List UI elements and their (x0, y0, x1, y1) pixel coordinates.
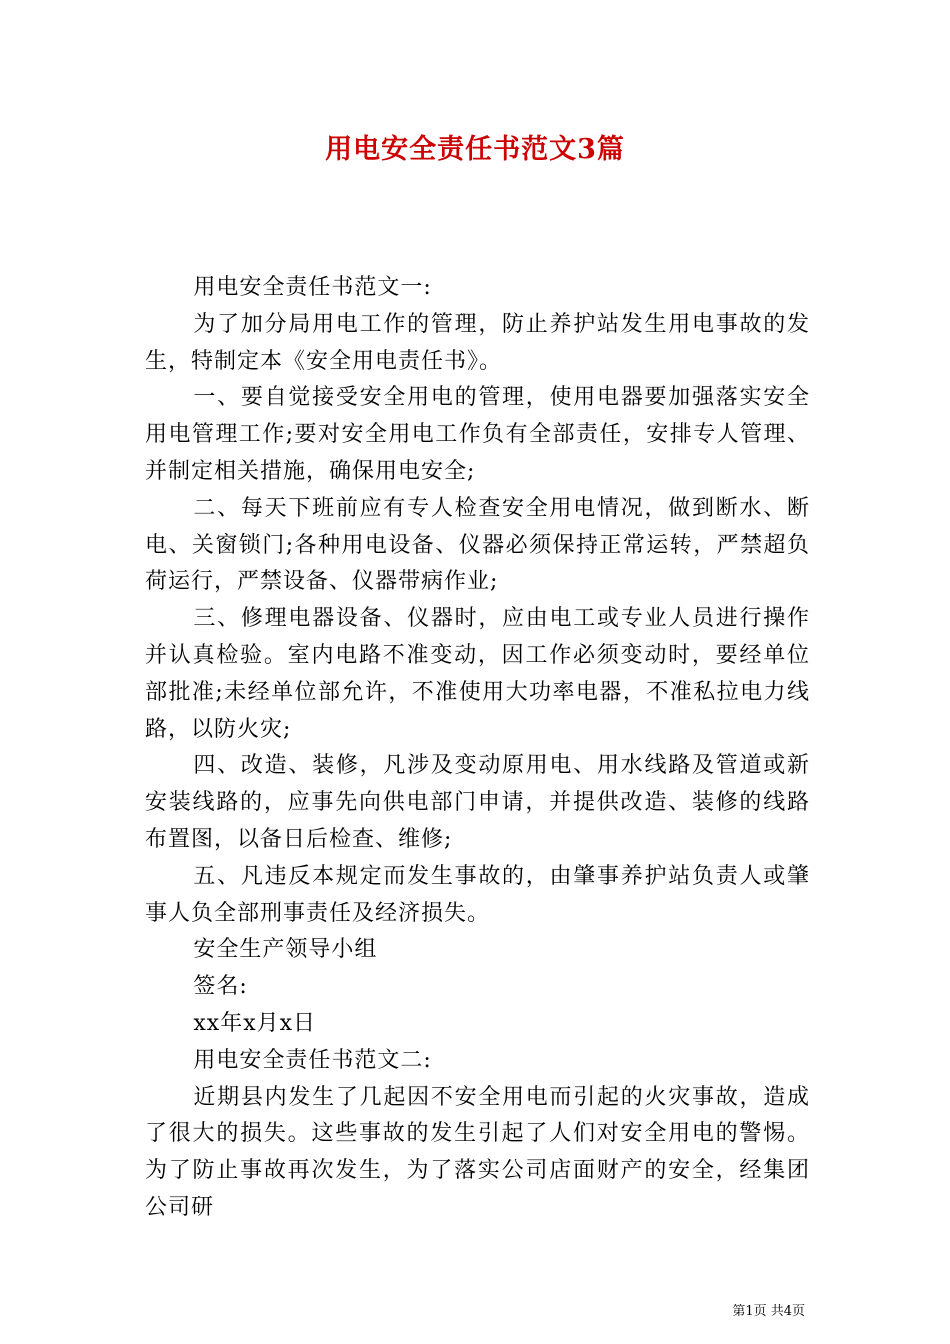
paragraph-item-2: 二、每天下班前应有专人检查安全用电情况，做到断水、断电、关窗锁门;各种用电设备、仪器必须保持正常运转，严禁超负荷运行，严禁设备、仪器带病作业; (145, 495, 810, 595)
signature-date: xx年x月x日 (193, 1010, 317, 1036)
paragraph-two-intro: 近期县内发生了几起因不安全用电而引起的火灾事故，造成了很大的损失。这些事故的发生引起了人们对安全用电的警惕。为了防止事故再次发生，为了落实公司店面财产的安全，经集团公司研 (145, 1084, 810, 1220)
paragraph-intro: 为了加分局用电工作的管理，防止养护站发生用电事故的发生，特制定本《安全用电责任书》。 (145, 311, 810, 374)
signature-label: 签名: (193, 974, 248, 1000)
page-footer: 第1页 共4页 (732, 1304, 805, 1319)
paragraph-item-3: 三、修理电器设备、仪器时，应由电工或专业人员进行操作并认真检验。室内电路不准变动，因工作必须变动时，要经单位部批准;未经单位部允许，不准使用大功率电器，不准私拉电力线路，以防火灾; (145, 606, 810, 742)
paragraph-item-4: 四、改造、装修，凡涉及变动原用电、用水线路及管道或新安装线路的，应事先向供电部门申请，并提供改造、装修的线路布置图，以备日后检查、维修; (145, 753, 810, 852)
document-title: 用电安全责任书范文3篇 (325, 134, 625, 165)
paragraph-heading-two: 用电安全责任书范文二: (193, 1047, 432, 1073)
paragraph-item-1: 一、要自觉接受安全用电的管理，使用电器要加强落实安全用电管理工作;要对安全用电工作负有全部责任，安排专人管理、并制定相关措施，确保用电安全; (145, 385, 810, 484)
document-body (145, 270, 810, 1227)
signature-group: 安全生产领导小组 (193, 937, 378, 963)
paragraph-heading-one: 用电安全责任书范文一: (193, 275, 432, 300)
paragraph-item-5: 五、凡违反本规定而发生事故的，由肇事养护站负责人或肇事人负全部刑事责任及经济损失。 (145, 863, 810, 926)
